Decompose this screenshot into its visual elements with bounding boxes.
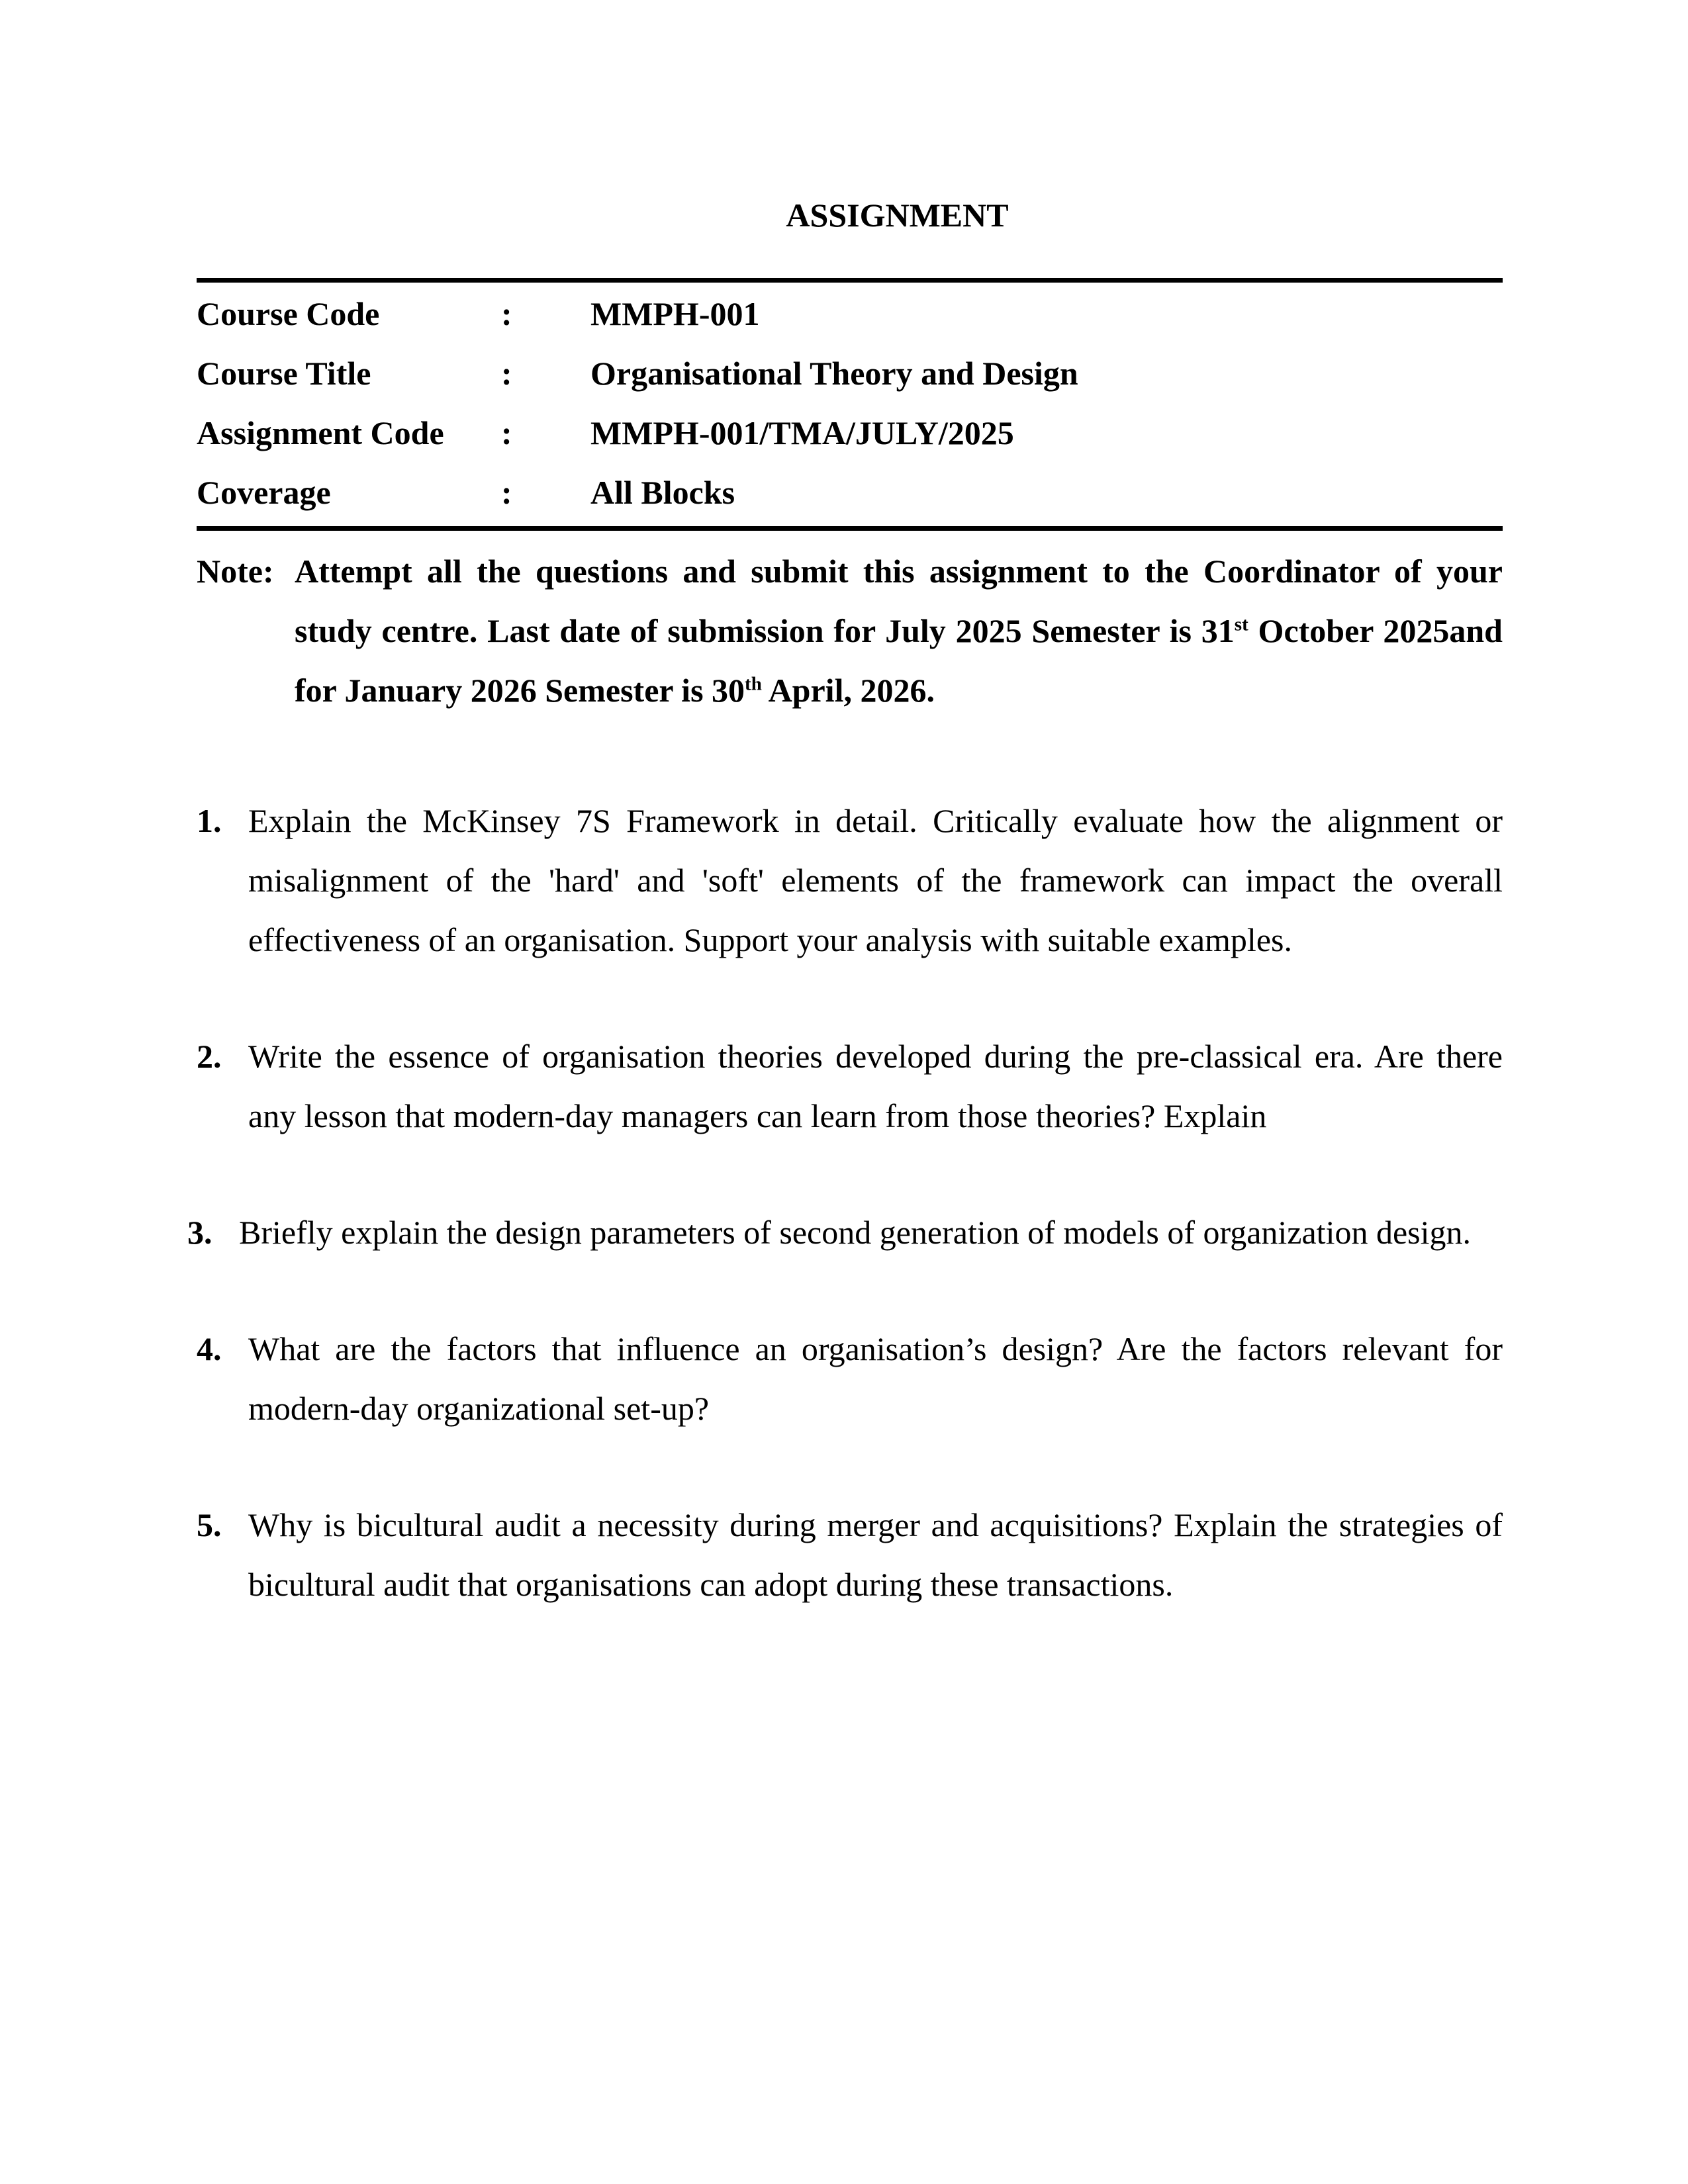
question-text: Write the essence of organisation theories developed during the pre-classical era. Are there any lesson that modern-day managers can learn from those theories? Explain <box>248 1038 1503 1134</box>
question-text: Explain the McKinsey 7S Framework in detail. Critically evaluate how the alignment or misalignment of the 'hard' and 'soft' elements of the framework can impact the overall effectiveness of an organisation. Support your analysis with suitable examples. <box>248 802 1503 958</box>
info-row-value: MMPH-001/TMA/JULY/2025 <box>590 414 1014 451</box>
info-row-course-code <box>197 284 1503 343</box>
question-text: Why is bicultural audit a necessity during merger and acquisitions? Explain the strategies of bicultural audit that organisations can adopt during these transactions. <box>248 1506 1503 1603</box>
info-row-course-title <box>197 343 1503 403</box>
info-row-label: Coverage <box>197 474 331 511</box>
page-title: ASSIGNMENT <box>786 197 1009 234</box>
info-row-label: Course Code <box>197 295 380 332</box>
info-row-assignment-code <box>197 403 1503 463</box>
question-text: Briefly explain the design parameters of second generation of models of organization design. <box>239 1214 1472 1251</box>
question-item-2 <box>197 1026 1503 1146</box>
note-body-segment: October 2025and for January 2026 Semester is 30 <box>295 612 1503 709</box>
info-row-colon: : <box>501 474 512 511</box>
info-row-label: Assignment Code <box>197 414 444 451</box>
question-number: 4. <box>197 1330 222 1367</box>
info-row-colon: : <box>501 355 512 392</box>
question-item-5 <box>197 1495 1503 1614</box>
note-superscript: st <box>1234 614 1248 635</box>
info-row-colon: : <box>501 295 512 332</box>
question-list <box>187 791 1503 1614</box>
course-info-table <box>197 278 1503 531</box>
question-number: 2. <box>197 1038 222 1075</box>
info-row-value: All Blocks <box>590 474 735 511</box>
question-item-3 <box>187 1203 1503 1262</box>
question-item-1 <box>197 791 1503 970</box>
note-superscript: th <box>745 673 762 695</box>
note-body-segment: Attempt all the questions and submit this assignment to the Coordinator of your study centre. Last date of submission for July 2025 Semester is 31 <box>295 553 1503 649</box>
question-text: What are the factors that influence an organisation’s design? Are the factors relevant for modern-day organizational set-up? <box>248 1330 1503 1427</box>
note-paragraph <box>197 541 1503 720</box>
question-item-4 <box>197 1319 1503 1438</box>
info-row-value: MMPH-001 <box>590 295 760 332</box>
question-number: 3. <box>187 1214 212 1251</box>
info-row-colon: : <box>501 414 512 451</box>
note-label: Note: <box>197 553 274 590</box>
info-row-value: Organisational Theory and Design <box>590 355 1078 392</box>
question-number: 1. <box>197 802 222 839</box>
info-row-label: Course Title <box>197 355 371 392</box>
info-row-coverage <box>197 463 1503 522</box>
question-number: 5. <box>197 1506 222 1543</box>
note-body-segment: April, 2026. <box>761 672 935 709</box>
